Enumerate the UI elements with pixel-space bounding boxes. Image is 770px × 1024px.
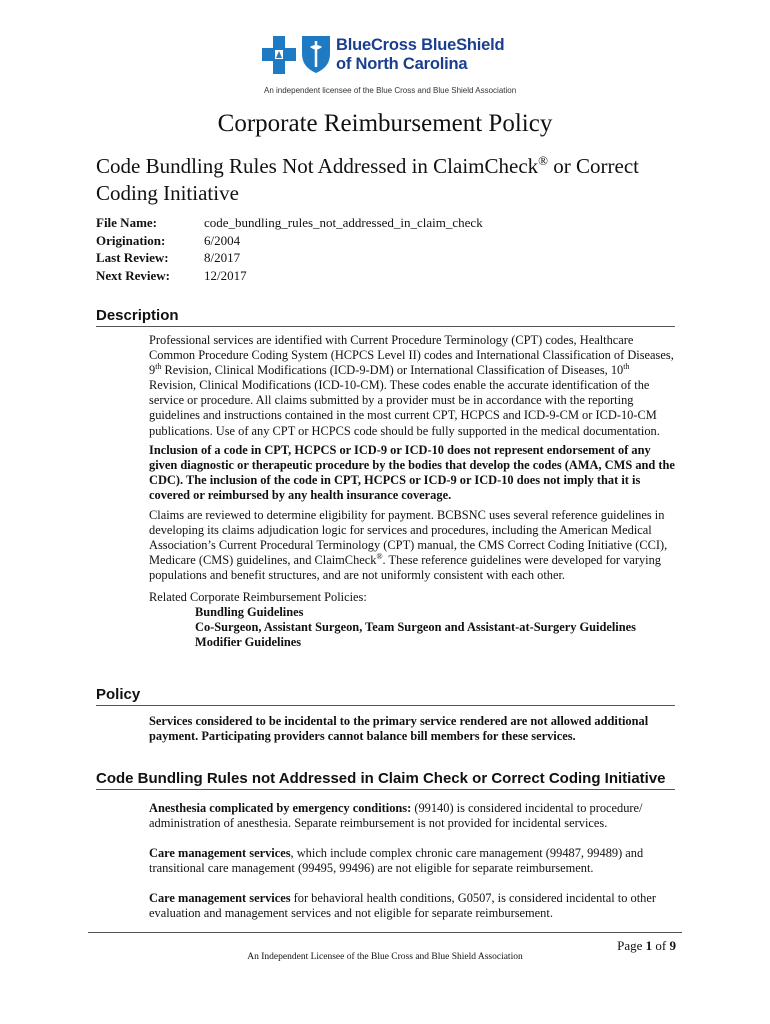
section-divider	[96, 705, 675, 706]
description-heading: Description	[96, 307, 179, 324]
meta-row	[96, 267, 483, 285]
section-divider	[96, 789, 675, 790]
rule-item-title: Anesthesia complicated by emergency conditions:	[149, 801, 412, 815]
blue-shield-icon	[300, 34, 332, 74]
rule-item-title: Care management services	[149, 846, 291, 861]
footer-divider	[88, 932, 682, 933]
meta-row	[96, 249, 483, 267]
meta-row	[96, 214, 483, 232]
superscript: th	[155, 362, 162, 372]
rule-item-text: (99140) is considered incidental to procedure/ administration of anesthesia. Separate reimbursement is not provided for incidental services.	[149, 801, 643, 831]
rule-item	[149, 846, 675, 876]
rule-item-title: Care management services	[149, 891, 291, 906]
logo-licensee-text: An independent licensee of the Blue Cross and Blue Shield Association	[264, 86, 517, 95]
bcbs-logo	[262, 32, 517, 102]
rules-heading: Code Bundling Rules not Addressed in Claim Check or Correct Coding Initiative	[96, 770, 666, 787]
page-label: Page	[617, 938, 646, 953]
meta-value: code_bundling_rules_not_addressed_in_claim_check	[204, 215, 483, 230]
meta-label: Next Review:	[96, 267, 170, 283]
meta-value: 6/2004	[204, 232, 241, 248]
logo-line-1: BlueCross BlueShield	[336, 36, 505, 54]
meta-label: Origination:	[96, 232, 166, 248]
rule-item-text: , which include complex chronic care management (99487, 99489) and transitional care management (99495, 99496) are not eligible for separate reimbursement.	[149, 846, 644, 876]
policy-heading: Policy	[96, 686, 141, 703]
text-run: Revision, Clinical Modifications (ICD-9-DM) or International Classification of Diseases, 10	[161, 363, 624, 378]
page-of: of	[652, 938, 670, 953]
rule-item	[149, 891, 675, 921]
text-run: . These reference guidelines were developed for varying populations and benefit structures, and are not uniformly consistent with each other.	[149, 553, 661, 583]
logo-line-2: of North Carolina	[336, 55, 468, 73]
policy-metadata	[96, 214, 483, 284]
text-run: Revision, Clinical Modifications (ICD-10-CM). These codes enable the accurate identification of the service or procedure. All claims submitted by a provider must be in accordance with the reporting guidelines and instructions contained in the most current CPT, HCPCS and ICD-9-CM or ICD-10-CM publications. Use of any CPT or HCPCS code should be fully supported in the medical documentation.	[149, 378, 660, 438]
description-paragraph-2: Inclusion of a code in CPT, HCPCS or ICD-9 or ICD-10 does not represent endorsement of any given diagnostic or therapeutic procedure by the bodies that develop the codes (AMA, CMS and the CDC). The inclusion of the code in CPT, HCPCS or ICD-9 or ICD-10 does not imply that it is covered or reimbursed by any health insurance coverage.	[149, 442, 675, 502]
section-divider	[96, 326, 675, 327]
rule-item	[149, 801, 675, 831]
policy-subtitle	[96, 153, 696, 207]
rules-body	[149, 801, 675, 922]
meta-label: File Name:	[96, 215, 158, 230]
meta-value: 8/2017	[204, 250, 241, 266]
meta-value: 12/2017	[204, 267, 247, 283]
related-policy-link[interactable]: Bundling Guidelines	[195, 604, 304, 619]
meta-label: Last Review:	[96, 250, 169, 266]
registered-mark: ®	[538, 153, 549, 168]
policy-text: Services considered to be incidental to the primary service rendered are not allowed additional payment. Participating providers cannot balance bill members for these services.	[149, 714, 649, 744]
subtitle-text: Code Bundling Rules Not Addressed in ClaimCheck	[96, 154, 539, 178]
blue-cross-icon	[262, 36, 296, 74]
related-policy-link[interactable]: Modifier Guidelines	[195, 634, 302, 649]
subtitle-text-2: or Correct Coding Initiative	[96, 154, 639, 205]
description-paragraph-1	[149, 333, 675, 439]
document-title: Corporate Reimbursement Policy	[217, 110, 553, 137]
description-body	[149, 333, 675, 650]
footer-licensee: An Independent Licensee of the Blue Cross and Blue Shield Association	[247, 952, 523, 962]
text-run: Claims are reviewed to determine eligibility for payment. BCBSNC uses several reference guidelines in developing its claims adjudication logic for services and procedures, including the American Medical Association’s Current Procedural Terminology (CPT) manual, the CMS Correct Coding Initiative (CCI), Medicare (CMS) guidelines, and ClaimCheck	[149, 508, 668, 568]
rule-item-text: for behavioral health conditions, G0507, is considered incidental to other evaluation and management services and not eligible for separate reimbursement.	[149, 891, 656, 921]
related-policy-link[interactable]: Co-Surgeon, Assistant Surgeon, Team Surgeon and Assistant-at-Surgery Guidelines	[195, 619, 636, 634]
meta-row	[96, 232, 483, 250]
superscript: th	[623, 362, 630, 372]
current-page: 1	[645, 938, 653, 953]
registered-mark: ®	[376, 552, 383, 562]
total-pages: 9	[669, 938, 676, 953]
text-run: Professional services are identified with Current Procedure Terminology (CPT) codes, Healthcare Common Procedure Coding System (HCPCS Level II) codes and International Classification of Diseases, 9	[149, 333, 674, 378]
related-policies-label: Related Corporate Reimbursement Policies:	[149, 589, 367, 604]
description-paragraph-3	[149, 508, 675, 583]
